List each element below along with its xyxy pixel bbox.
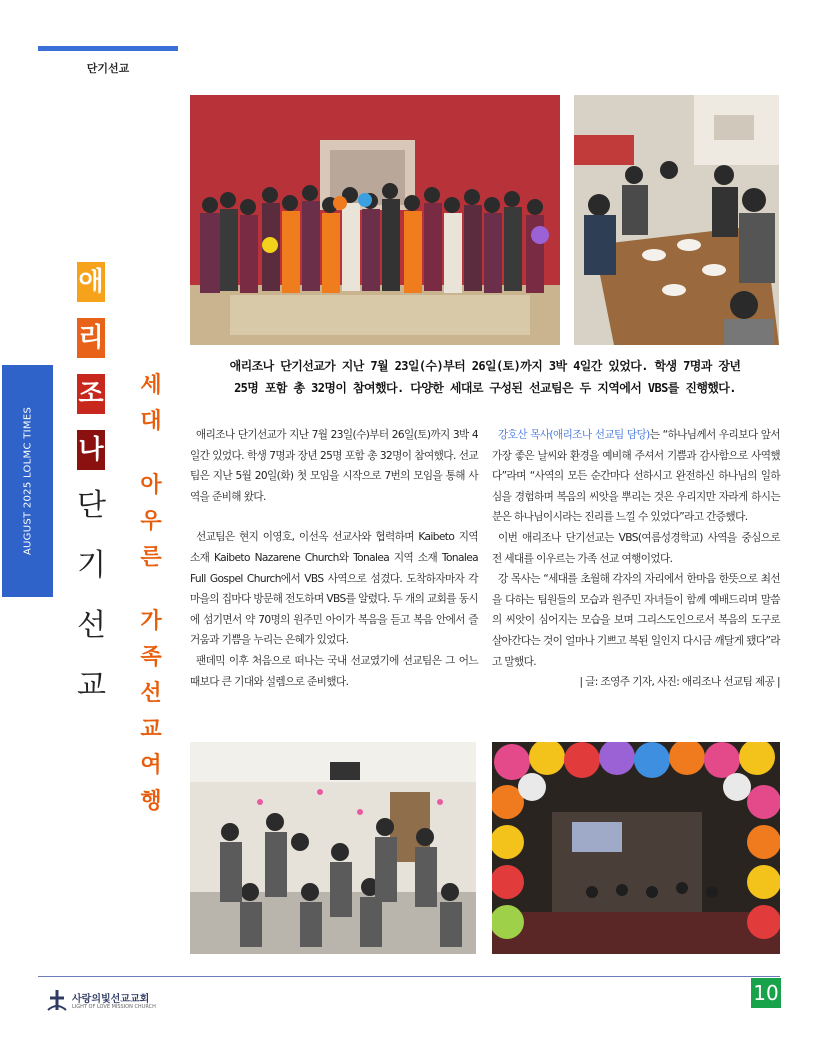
footer-divider bbox=[38, 976, 780, 977]
subtitle-char: 세 bbox=[140, 373, 162, 398]
article-paragraph: 강호산 목사(애리조나 선교팀 담당)는 “하나님께서 우리보다 앞서 가장 좋은 날씨와 환경을 예비해 주셔서 기쁨과 감사함으로 사역했다”라며 “사역의 모든 순간마다 선하시고 완전하신 하나님의 일하심을 경험하며 복음의 씨앗을 뿌리는 것은 우리지만 자라게 하시는 분은 하나님이시라는 진리를 느낄 수 있었다”라고 간증했다. bbox=[492, 429, 780, 524]
craft-table-photo bbox=[574, 95, 779, 345]
church-name: 사랑의빛선교교회 bbox=[72, 994, 150, 1005]
subtitle-char: 선 bbox=[140, 681, 162, 706]
title-char-1: 애 bbox=[77, 262, 105, 302]
subtitle-char: 여 bbox=[140, 753, 162, 778]
article-paragraph: 이번 애리조나 단기선교는 VBS(여름성경학교) 사역을 중심으로 전 세대를 이우르는 가족 선교 여행이었다. bbox=[492, 531, 780, 565]
vbs-activity-photo bbox=[190, 742, 476, 954]
side-issue-text: AUGUST 2025 LOLMC TIMES bbox=[22, 406, 33, 556]
article-paragraph: 애리조나 단기선교가 지난 7월 23일(수)부터 26일(토)까지 3박 4일간 있었다. 학생 7명과 장년 25명 포함 총 32명이 참여했다. 선교팀은 지난 5월 20일(화) 첫 모임을 시작으로 7번의 모임을 통해 사역을 준비해 왔다. bbox=[190, 429, 478, 503]
church-name-english: LIGHT OF LOVE MISSION CHURCH bbox=[72, 1004, 156, 1010]
subtitle-char: 가 bbox=[140, 609, 162, 634]
photo-caption bbox=[190, 355, 780, 399]
subtitle-char: 른 bbox=[140, 545, 162, 570]
title-char-7: 선 bbox=[77, 608, 106, 643]
group-photo bbox=[190, 95, 560, 345]
side-issue-tab bbox=[2, 365, 53, 597]
pastor-name: 강호산 목사(애리조나 선교팀 담당) bbox=[498, 429, 650, 441]
title-char-5: 단 bbox=[77, 488, 106, 523]
subtitle-char: 행 bbox=[140, 789, 162, 814]
caption-line-2: 25명 포함 총 32명이 참여했다. 다양한 세대로 구성된 선교팀은 두 지역에서 VBS를 진행했다. bbox=[234, 381, 736, 395]
page-number: 10 bbox=[751, 978, 781, 1008]
church-logo-icon bbox=[46, 988, 68, 1012]
section-label: 단기선교 bbox=[86, 62, 130, 75]
article-column-right bbox=[492, 425, 780, 693]
subtitle-char: 대 bbox=[140, 409, 162, 434]
subtitle-char: 아 bbox=[140, 473, 162, 498]
article-subtitle bbox=[137, 372, 165, 824]
balloon-worship-photo bbox=[492, 742, 780, 954]
church-logo bbox=[46, 988, 176, 1018]
title-char-4: 나 bbox=[77, 430, 105, 470]
article-paragraph: 강 목사는 “세대를 초월해 각자의 자리에서 한마음 한뜻으로 최선을 다하는 팀원들의 모습과 원주민 자녀들이 함께 예배드리며 말씀의 씨앗이 심어지는 모습을 보며 그리스도인으로서 복음의 도구로 살아간다는 것이 얼마나 기쁘고 복된 일인지 다시금 깨달게 됐다”라고 말했다. bbox=[492, 573, 780, 668]
article-paragraph: 선교팀은 현지 이영호, 이선옥 선교사와 협력하며 Kaibeto 지역 소재 Kaibeto Nazarene Church와 Tonalea 지역 소재 Tonalea Full Gospel Church에서 VBS 사역으로 섬겼다. 도착하자마자 각 마을의 집마다 방문해 전도하며 VBS를 알렸다. 두 개의 교회를 동시에 섬기면서 약 70명의 원주민 아이가 복음을 듣고 복음 안에서 즐거움과 기쁨을 누리는 은혜가 있었다. bbox=[190, 531, 478, 647]
article-credit: | 글: 조영주 기자, 사진: 애리조나 선교팀 제공 | bbox=[579, 676, 780, 689]
article-title bbox=[77, 262, 105, 726]
article-paragraph: 팬데믹 이후 처음으로 떠나는 국내 선교였기에 선교팀은 그 어느 때보다 큰 기대와 설렘으로 준비했다. bbox=[190, 654, 478, 688]
article-column-left bbox=[190, 425, 478, 692]
title-char-2: 리 bbox=[77, 318, 105, 358]
title-char-6: 기 bbox=[77, 548, 106, 583]
title-char-8: 교 bbox=[77, 668, 106, 703]
header-accent-bar bbox=[38, 46, 178, 51]
subtitle-char: 족 bbox=[140, 645, 162, 670]
caption-line-1: 애리조나 단기선교가 지난 7월 23일(수)부터 26일(토)까지 3박 4일간 있었다. 학생 7명과 장년 bbox=[229, 359, 741, 373]
title-char-3: 조 bbox=[77, 374, 105, 414]
subtitle-char: 우 bbox=[140, 509, 162, 534]
subtitle-char: 교 bbox=[140, 717, 162, 742]
